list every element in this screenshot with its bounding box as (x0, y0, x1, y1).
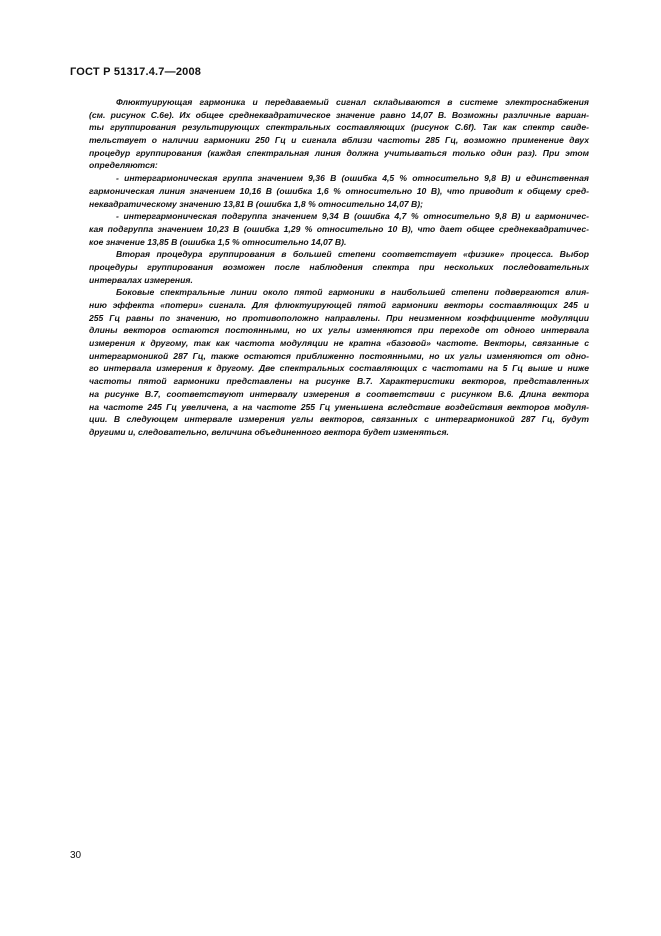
text-line: - интергармоническая подгруппа значением 9,34 В (ошибка 4,7 % относительно 9,8 В) и гармоничес- (116, 211, 589, 222)
text-line: на частоте 245 Гц увеличена, а на частоте 255 Гц уменьшена вследствие воздействия векторов модуля- (89, 401, 589, 412)
text-line: Флюктуирующая гармоника и передаваемый сигнал складываются в системе электроснабжения (116, 97, 589, 107)
text-line: гармоническая линия значением 10,16 В (ошибка 1,6 % относительно 10 В), что приводит к общему сред- (89, 185, 589, 196)
text-line: другими и, следовательно, величина объединенного вектора будет изменяться. (89, 426, 449, 437)
text-line: неквадратическому значению 13,81 В (ошибка 1,8 % относительно 14,07 В); (89, 198, 423, 209)
text-line: процедур группирования (каждая спектральная линия должна учитываться только один раз). При этом (89, 147, 589, 158)
text-line: го интервала измерения к другому. Две спектральных составляющих с частотами на 5 Гц выше и ниже (89, 363, 589, 374)
text-line: процедуры группирования возможен после наблюдения спектра при нескольких последовательных (89, 261, 589, 272)
text-line: частоты пятой гармоники представлены на рисунке В.7. Характеристики векторов, представленных (89, 376, 589, 387)
text-line: ты группирования результирующих спектральных составляющих (рисунок С.6f). Так как спектр свиде- (89, 122, 589, 133)
text-line: (см. рисунок С.6е). Их общее среднеквадратическое значение равно 14,07 В. Возможны различные вариан- (89, 109, 589, 120)
text-line: 255 Гц равны по значению, но противоположно направлены. При неизменном коэффициенте модуляции (89, 312, 589, 323)
text-line: тельствует о наличии гармоники 250 Гц и сигнала вблизи частоты 285 Гц, возможно применение двух (89, 135, 589, 146)
text-line: кая подгруппа значением 10,23 В (ошибка 1,29 % относительно 10 В), что дает общее среднеквадратичес- (89, 223, 589, 234)
text-line: - интергармоническая группа значением 9,36 В (ошибка 4,5 % относительно 9,8 В) и единственная (116, 173, 589, 184)
text-line: на рисунке В.7, соответствуют интервалу измерения в соответствии с рисунком В.6. Длина вектора (89, 388, 589, 399)
document-header: ГОСТ Р 51317.4.7—2008 (70, 66, 202, 78)
text-line: длины векторов остаются постоянными, но их углы изменяются при переходе от одного интервала (89, 325, 589, 336)
text-line: Вторая процедура группирования в большей степени соответствует «физике» процесса. Выбор (116, 249, 589, 260)
text-line: ции. В следующем интервале измерения углы векторов, связанных с интергармоникой 287 Гц, будут (89, 414, 589, 425)
text-line: кое значение 13,85 В (ошибка 1,5 % относительно 14,07 В). (89, 236, 347, 247)
text-line: интервалах измерения. (89, 274, 193, 285)
text-line: измерения к другому, так как частота модуляции не кратна «базовой» частоте. Векторы, связанные с (89, 338, 589, 349)
text-line: нию эффекта «потери» сигнала. Для флюктуирующей пятой гармоники векторы составляющих 245 и (89, 300, 589, 310)
text-line: определяются: (89, 160, 158, 171)
text-line: Боковые спектральные линии около пятой гармоники в наибольшей степени подвергаются влия- (116, 287, 589, 298)
body-text (89, 96, 589, 439)
page-number: 30 (70, 850, 82, 861)
text-line: интергармоникой 287 Гц, также остаются приближенно постоянными, но их углы изменяются от одно- (89, 350, 589, 361)
